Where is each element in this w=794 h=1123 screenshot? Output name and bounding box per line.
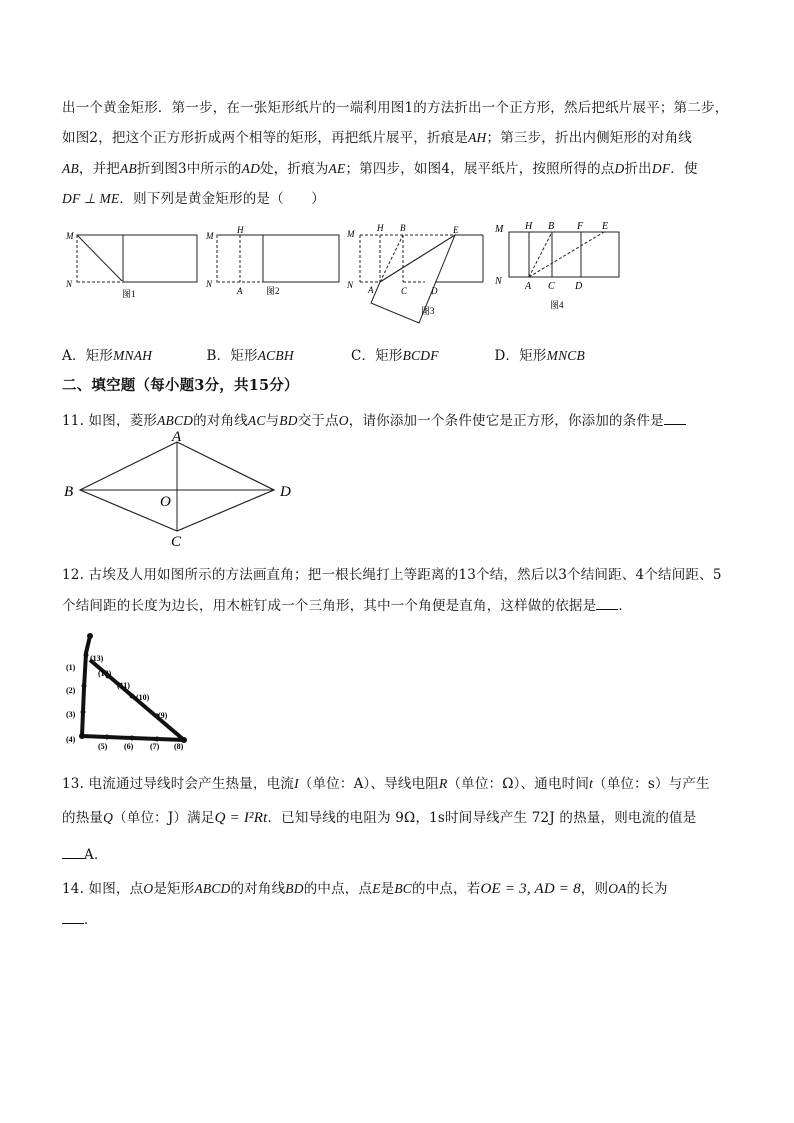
- fig4-label-A: A: [525, 281, 532, 292]
- fig3-label-B: B: [400, 223, 406, 233]
- fig3-label-C: C: [401, 286, 408, 296]
- fig3-label-E: E: [453, 225, 459, 235]
- q11-label-B: B: [64, 484, 74, 500]
- fig4-label-E: E: [602, 221, 609, 232]
- q13-line3: A．: [62, 843, 108, 863]
- fig1-label-M: M: [66, 231, 74, 241]
- q10-options: [62, 344, 585, 364]
- fig4-label-D: D: [575, 281, 583, 292]
- q12-rope-triangle-figure: [62, 628, 197, 753]
- q10-line4: DF ⊥ ME．则下列是黄金矩形的是（ ）: [62, 191, 325, 207]
- knot-4: (4): [66, 735, 76, 744]
- q14-line2: ．: [62, 908, 98, 928]
- option-d[interactable]: D．矩形MNCB: [494, 348, 585, 364]
- fig2-label-A: A: [237, 286, 243, 296]
- fig4-label-F: F: [577, 221, 584, 232]
- fig4-label-H: H: [525, 221, 533, 232]
- knot-2: (2): [66, 686, 76, 695]
- q10-figure2: [200, 225, 345, 305]
- knot-5: (5): [98, 742, 108, 751]
- fig3-label-H: H: [377, 223, 384, 233]
- fig4-caption: 图4: [550, 300, 564, 310]
- knot-10: (10): [136, 693, 150, 702]
- knot-8: (8): [174, 742, 184, 751]
- q13-formula: Q = I²Rt: [214, 810, 268, 826]
- fig3-label-N: N: [347, 280, 354, 290]
- fig4-label-B: B: [548, 221, 555, 232]
- q10-line1: 出一个黄金矩形．第一步，在一张矩形纸片的一端利用图1的方法折出一个正方形，然后把纸片展平；第二步，: [62, 100, 729, 116]
- fig1-caption: 图1: [122, 289, 136, 299]
- option-b[interactable]: B．矩形ACBH: [206, 348, 294, 364]
- q11-label-O: O: [160, 494, 171, 510]
- option-c[interactable]: C．矩形BCDF: [351, 348, 439, 364]
- fig3-label-A: A: [368, 285, 374, 295]
- q13-line2: 的热量Q（单位：J）满足Q = I²Rt．已知导线的电阻为 9Ω，1s时间导线产生 72J 的热量，则电流的值是: [62, 810, 697, 826]
- q11-text: 11. 如图，菱形ABCD的对角线AC与BD交于点O，请你添加一个条件使它是正方形，你添加的条件是: [62, 409, 686, 429]
- knot-7: (7): [150, 742, 160, 751]
- knot-12: (12): [98, 669, 112, 678]
- fig2-caption: 图2: [266, 286, 280, 296]
- q12-line2: 个结间距的长度为边长，用木桩钉成一个三角形，其中一个角便是直角，这样做的依据是 ．: [62, 598, 633, 614]
- q13-line1: 13. 电流通过导线时会产生热量，电流I（单位：A）、导线电阻R（单位：Ω）、通电时间t（单位：s）与产生: [62, 776, 710, 792]
- q11-label-A: A: [172, 429, 182, 445]
- q11-label-D: D: [280, 484, 291, 500]
- q10-figure1: [60, 225, 200, 305]
- q10-line3: AB，并把AB折到图3中所示的AD处，折痕为AE；第四步，如图4，展平纸片，按照所得的点D折出DF．使: [62, 161, 698, 177]
- q11-label-C: C: [171, 534, 182, 550]
- section-heading: 二、填空题（每小题3分，共15分）: [62, 377, 299, 394]
- fig2-label-H: H: [237, 225, 244, 235]
- knot-1: (1): [66, 663, 76, 672]
- fig4-label-N: N: [495, 276, 502, 287]
- fig3-label-D: D: [431, 286, 438, 296]
- q14-condition: OE = 3, AD = 8: [480, 881, 581, 897]
- q10-figure4: [492, 218, 627, 318]
- q12-line1: 12. 古埃及人用如图所示的方法画直角；把一根长绳打上等距离的13个结，然后以3个结间距、4个结间距、5: [62, 567, 722, 583]
- knot-6: (6): [124, 742, 134, 751]
- knot-13: (13): [90, 654, 104, 663]
- fig3-caption: 图3: [421, 306, 435, 316]
- answer-blank[interactable]: [62, 911, 84, 924]
- knot-9: (9): [158, 711, 168, 720]
- q11-rhombus-figure: [60, 430, 310, 552]
- fig4-label-C: C: [548, 281, 555, 292]
- fig1-label-N: N: [66, 279, 73, 289]
- knot-3: (3): [66, 710, 76, 719]
- q14-line1: 14. 如图，点O是矩形ABCD的对角线BD的中点，点E是BC的中点，若OE = 3, AD = 8，则OA的长为: [62, 881, 668, 897]
- answer-blank[interactable]: [664, 412, 686, 425]
- q10-figure3: [343, 225, 493, 325]
- option-a[interactable]: A．矩形MNAH: [62, 348, 153, 364]
- fig2-label-M: M: [206, 231, 214, 241]
- fig2-label-N: N: [206, 279, 213, 289]
- answer-blank[interactable]: [596, 597, 618, 610]
- knot-11: (11): [117, 681, 130, 690]
- fig3-label-M: M: [347, 229, 355, 239]
- fig4-label-M: M: [495, 224, 504, 235]
- q10-line2: 如图2，把这个正方形折成两个相等的矩形，再把纸片展平，折痕是AH；第三步，折出内侧矩形的对角线: [62, 130, 692, 146]
- answer-blank[interactable]: [62, 846, 84, 859]
